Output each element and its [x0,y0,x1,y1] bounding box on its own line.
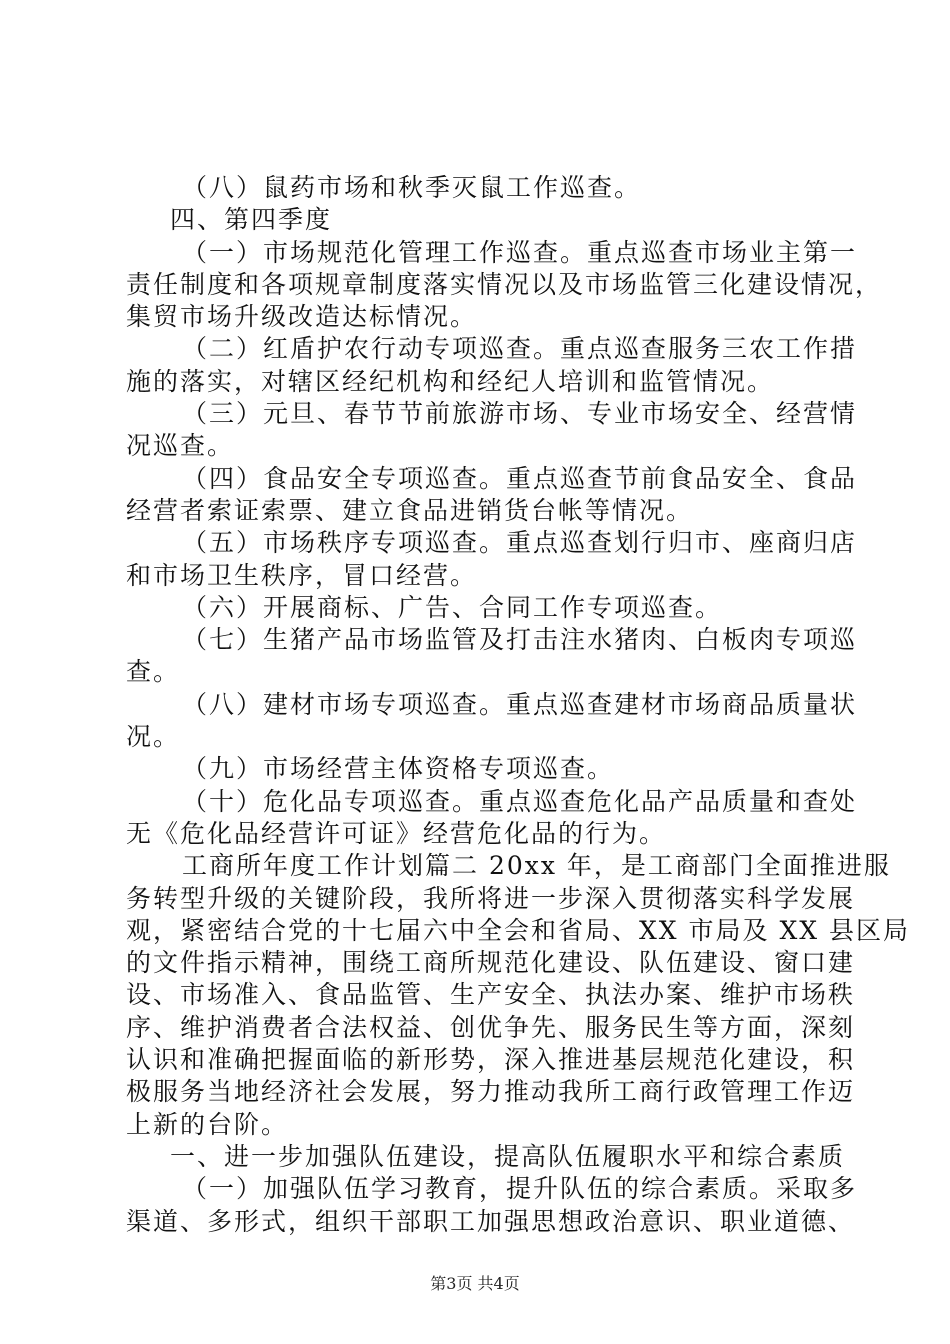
text-line: 序、维护消费者合法权益、创优争先、服务民生等方面，深刻 [126,1012,856,1042]
text-line: （三）元旦、春节节前旅游市场、专业市场安全、经营情 [182,399,858,429]
text-line: （二）红盾护农行动专项巡查。重点巡查服务三农工作措 [182,334,858,364]
text-line: （八）鼠药市场和秋季灭鼠工作巡查。 [182,173,642,202]
text-line: （一）加强队伍学习教育，提升队伍的综合素质。采取多 [182,1174,858,1204]
text-line: （五）市场秩序专项巡查。重点巡查划行归市、座商归店 [182,528,858,558]
text-line: （七）生猪产品市场监管及打击注水猪肉、白板肉专项巡 [182,625,858,655]
text-line: 设、市场准入、食品监管、生产安全、执法办案、维护市场秩 [126,980,856,1010]
text-line: 观，紧密结合党的十七届六中全会和省局、XX 市局及 XX 县区局 [126,915,911,945]
text-line: 集贸市场升级改造达标情况。 [126,302,478,332]
text-line: 况巡查。 [126,431,235,461]
text-line: 况。 [126,722,181,752]
document-body [126,172,911,1238]
text-line: 极服务当地经济社会发展，努力推动我所工商行政管理工作迈 [126,1077,856,1107]
text-line: 的文件指示精神，围绕工商所规范化建设、队伍建设、窗口建 [126,948,856,978]
text-line: 施的落实，对辖区经纪机构和经纪人培训和监管情况。 [126,366,775,396]
page-footer: 第3页 共4页 [430,1274,520,1293]
text-line: （八）建材市场专项巡查。重点巡查建材市场商品质量状 [182,689,858,719]
text-line: 经营者索证索票、建立食品进销货台帐等情况。 [126,495,694,525]
text-line: 四、第四季度 [170,205,333,235]
text-line: （四）食品安全专项巡查。重点巡查节前食品安全、食品 [182,463,858,493]
text-line: 渠道、多形式，组织干部职工加强思想政治意识、职业道德、 [126,1206,856,1236]
text-line: 无《危化品经营许可证》经营危化品的行为。 [126,818,667,848]
text-line: 认识和准确把握面临的新形势，深入推进基层规范化建设，积 [126,1045,856,1075]
text-line: （六）开展商标、广告、合同工作专项巡查。 [182,592,723,622]
text-line: 务转型升级的关键阶段，我所将进一步深入贯彻落实科学发展 [126,883,856,913]
text-line: 责任制度和各项规章制度落实情况以及市场监管三化建设情况， [126,269,883,299]
text-line: 一、进一步加强队伍建设，提高队伍履职水平和综合素质 [170,1141,846,1171]
text-line: （九）市场经营主体资格专项巡查。 [182,754,615,784]
text-line: 上新的台阶。 [126,1109,289,1139]
text-line: 和市场卫生秩序，冒口经营。 [126,560,478,590]
text-line: （十）危化品专项巡查。重点巡查危化品产品质量和查处 [182,786,858,816]
text-line: （一）市场规范化管理工作巡查。重点巡查市场业主第一 [182,237,858,267]
text-line: 查。 [126,657,181,687]
text-line: 工商所年度工作计划篇二 20xx 年，是工商部门全面推进服 [182,851,891,881]
